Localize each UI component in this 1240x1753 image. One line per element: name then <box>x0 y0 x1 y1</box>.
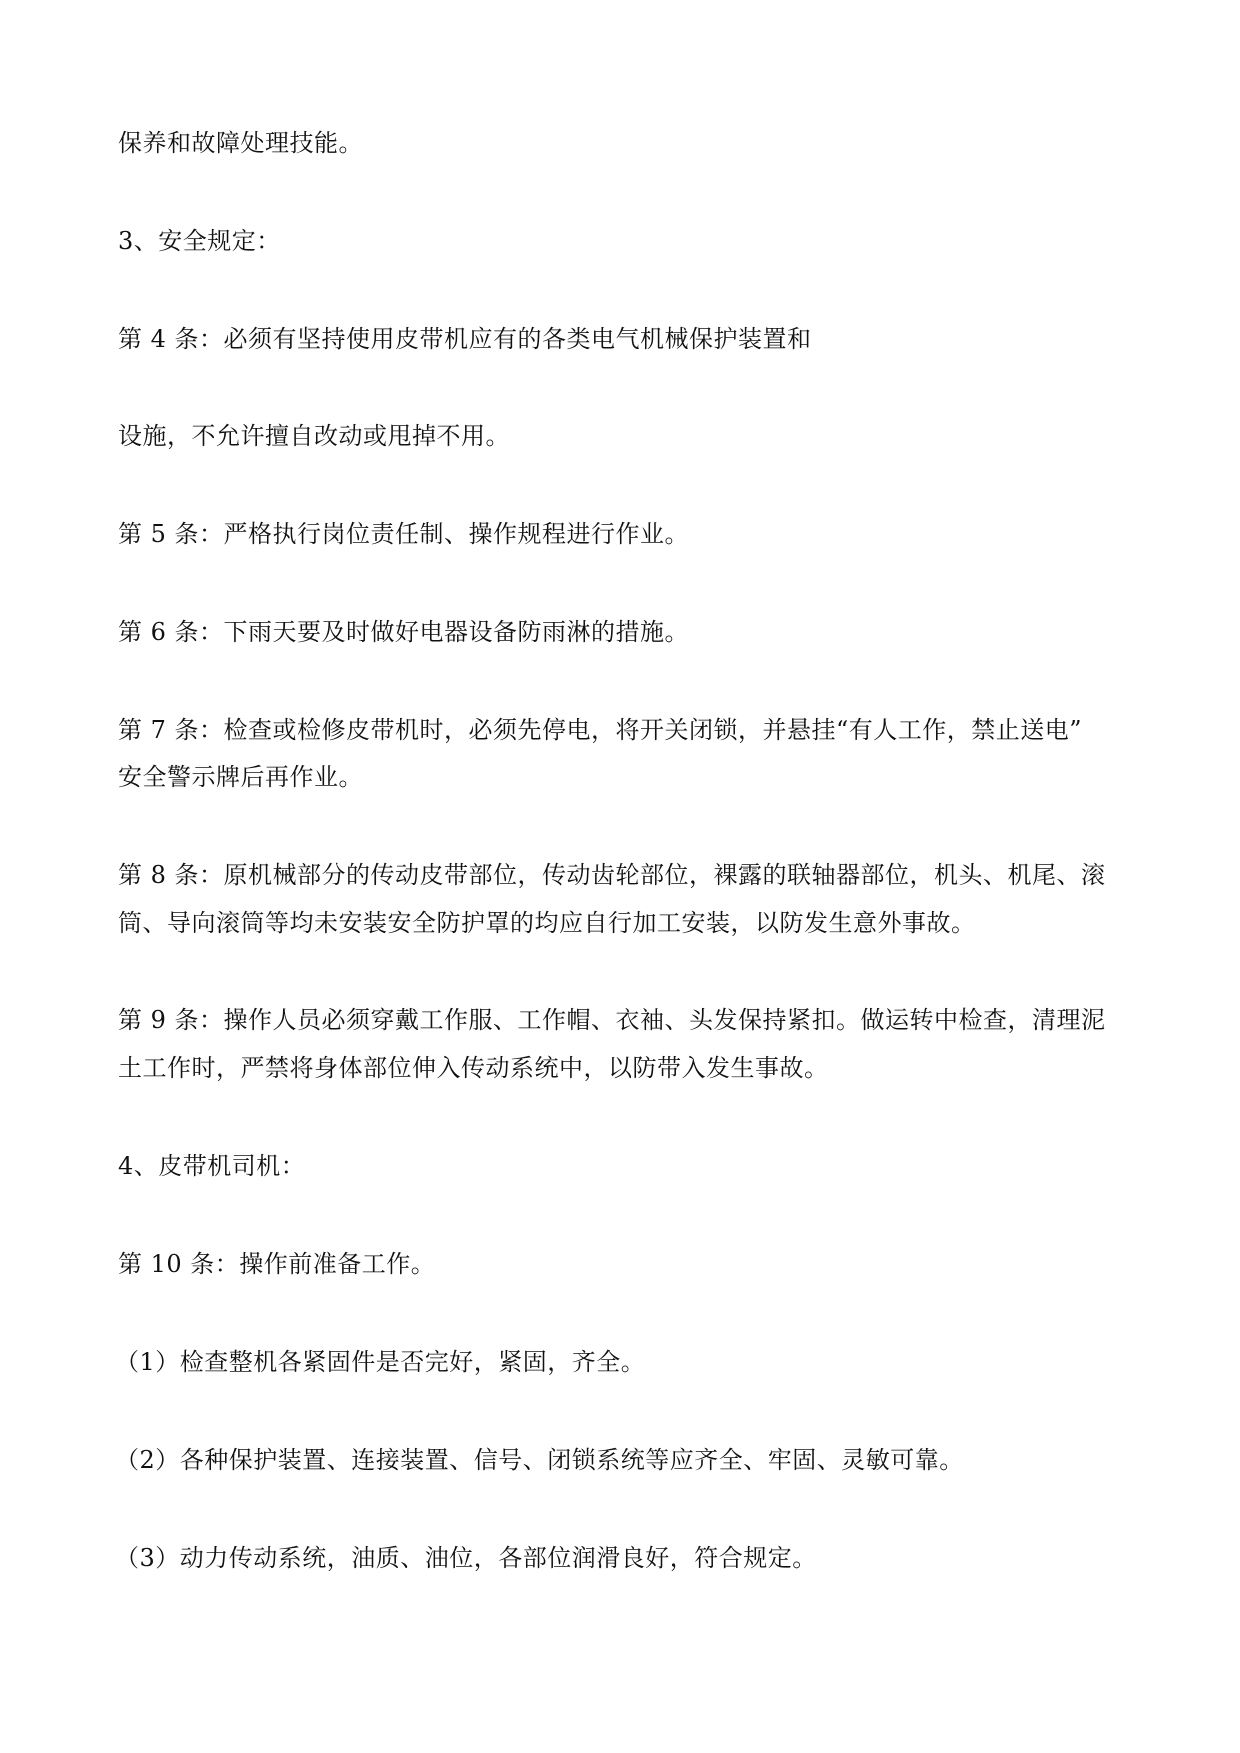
paragraph-line: 保养和故障处理技能。 <box>118 129 363 157</box>
list-item: （3）动力传动系统，油质、油位，各部位润滑良好，符合规定。 <box>115 1544 817 1572</box>
article-7-line-1: 第 7 条：检查或检修皮带机时，必须先停电，将开关闭锁，并悬挂“有人工作，禁止送电” <box>118 716 1083 744</box>
article-8-line-2: 筒、导向滚筒等均未安装安全防护罩的均应自行加工安装，以防发生意外事故。 <box>118 909 976 937</box>
article-9-line-2: 土工作时，严禁将身体部位伸入传动系统中，以防带入发生事故。 <box>118 1054 829 1082</box>
article-4-line-1: 第 4 条：必须有坚持使用皮带机应有的各类电气机械保护装置和 <box>118 325 812 353</box>
article-8-line-1: 第 8 条：原机械部分的传动皮带部位，传动齿轮部位，裸露的联轴器部位，机头、机尾、滚 <box>118 861 1106 889</box>
article-9-line-1: 第 9 条：操作人员必须穿戴工作服、工作帽、衣袖、头发保持紧扣。做运转中检查，清理泥 <box>118 1006 1106 1034</box>
section-heading: 4、皮带机司机： <box>118 1152 306 1180</box>
list-item: （1）检查整机各紧固件是否完好，紧固，齐全。 <box>115 1348 646 1376</box>
article-5: 第 5 条：严格执行岗位责任制、操作规程进行作业。 <box>118 520 690 548</box>
article-7-line-2: 安全警示牌后再作业。 <box>118 763 363 791</box>
article-6: 第 6 条：下雨天要及时做好电器设备防雨淋的措施。 <box>118 618 690 646</box>
section-heading: 3、安全规定： <box>118 227 281 255</box>
list-item: （2）各种保护装置、连接装置、信号、闭锁系统等应齐全、牢固、灵敏可靠。 <box>115 1446 964 1474</box>
article-4-line-2: 设施，不允许擅自改动或甩掉不用。 <box>118 422 510 450</box>
article-10: 第 10 条：操作前准备工作。 <box>118 1250 436 1278</box>
